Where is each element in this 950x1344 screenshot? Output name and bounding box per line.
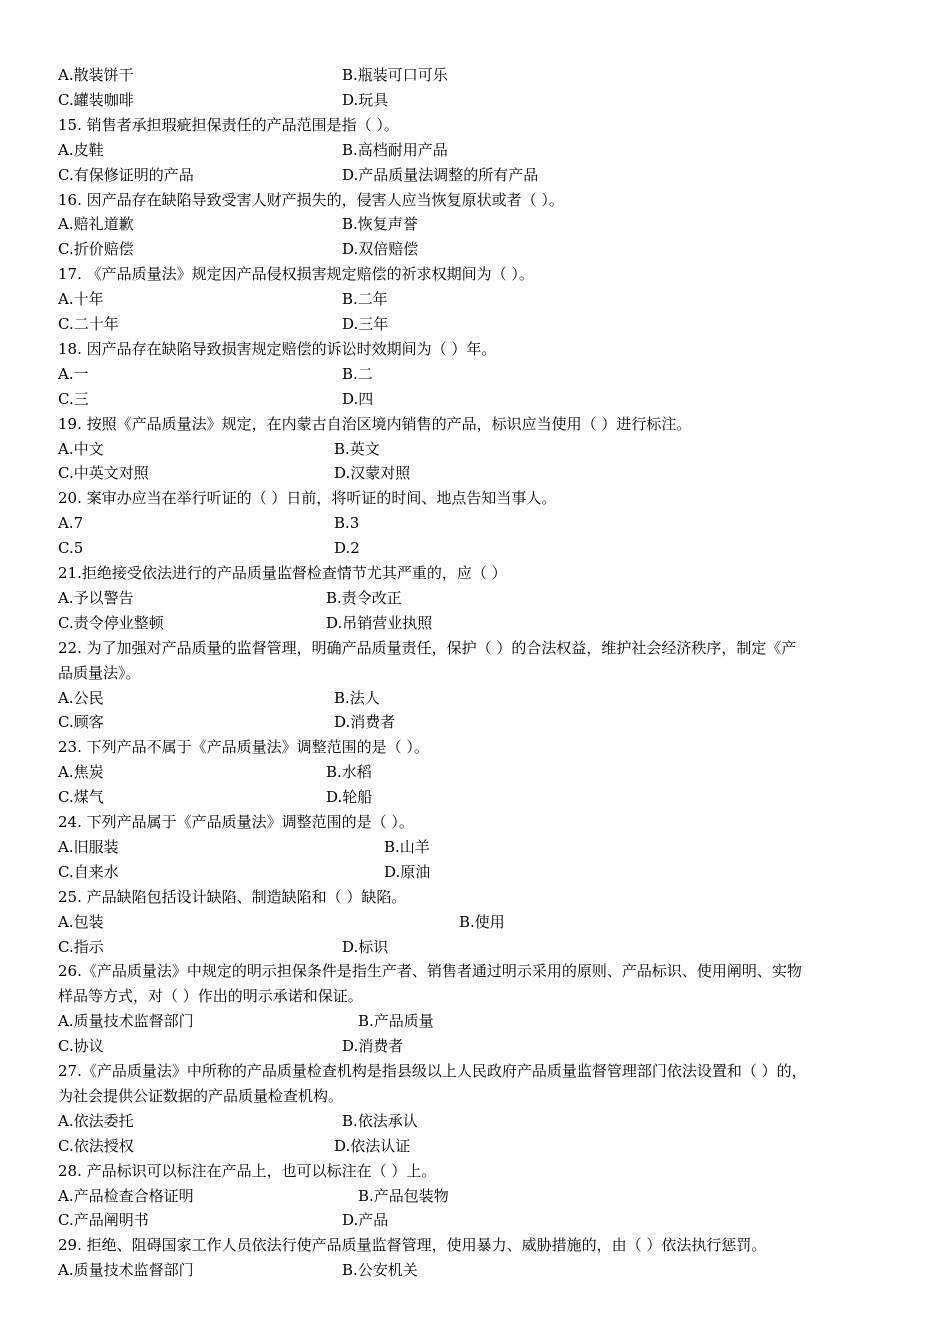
question-text: 样品等方式，对（ ）作出的明示承诺和保证。 (58, 987, 363, 1005)
option-left: A.一 (58, 365, 89, 383)
option-row (58, 760, 938, 785)
question-text: 21.拒绝接受依法进行的产品质量监督检查情节尤其严重的，应（ ） (58, 564, 507, 582)
option-right: D.消费者 (334, 713, 396, 731)
option-right: B.依法承认 (342, 1112, 418, 1130)
option-row (58, 387, 938, 412)
option-row (58, 138, 938, 163)
option-row (58, 1134, 938, 1159)
question-text: 25. 产品缺陷包括设计缺陷、制造缺陷和（ ）缺陷。 (58, 888, 407, 906)
question-text: 18. 因产品存在缺陷导致损害规定赔偿的诉讼时效期间为（ ）年。 (58, 340, 497, 358)
option-row (58, 88, 938, 113)
option-row (58, 835, 938, 860)
option-right: D.原油 (384, 863, 431, 881)
option-right: B.责令改正 (326, 589, 402, 607)
option-row (58, 611, 938, 636)
option-right: B.公安机关 (342, 1261, 418, 1279)
option-left: A.产品检查合格证明 (58, 1187, 194, 1205)
option-left: C.中英文对照 (58, 464, 149, 482)
option-left: A.中文 (58, 440, 104, 458)
option-right: D.消费者 (342, 1037, 404, 1055)
option-left: C.顾客 (58, 713, 104, 731)
question-text: 15. 销售者承担瑕疵担保责任的产品范围是指（ ）。 (58, 116, 399, 134)
option-row (58, 686, 938, 711)
option-left: C.二十年 (58, 315, 119, 333)
option-left: A.予以警告 (58, 589, 134, 607)
question-text: 为社会提供公证数据的产品质量检查机构。 (58, 1087, 344, 1105)
option-left: C.自来水 (58, 863, 119, 881)
option-right: D.双倍赔偿 (342, 240, 419, 258)
option-right: B.山羊 (384, 838, 430, 856)
question-text: 20. 案审办应当在举行听证的（ ）日前，将听证的时间、地点告知当事人。 (58, 489, 557, 507)
option-right: D.轮船 (326, 788, 373, 806)
option-left: A.旧服装 (58, 838, 119, 856)
option-row (58, 163, 938, 188)
question-text: 品质量法》。 (58, 664, 141, 682)
option-right: D.2 (334, 539, 360, 557)
option-right: B.产品包装物 (358, 1187, 449, 1205)
option-right: D.吊销营业执照 (326, 614, 433, 632)
question-text: 24. 下列产品属于《产品质量法》调整范围的是（ ）。 (58, 813, 414, 831)
option-row (58, 935, 938, 960)
option-right: D.依法认证 (334, 1137, 411, 1155)
option-left: C.5 (58, 539, 84, 557)
option-left: A.赔礼道歉 (58, 215, 134, 233)
option-row (58, 1109, 938, 1134)
option-left: A.7 (58, 514, 84, 532)
option-right: B.高档耐用产品 (342, 141, 448, 159)
question-text: 27.《产品质量法》中所称的产品质量检查机构是指县级以上人民政府产品质量监督管理部门依法设置和（ ）的， (58, 1062, 807, 1080)
option-right: B.瓶装可口可乐 (342, 66, 448, 84)
option-row (58, 461, 938, 486)
option-row (58, 536, 938, 561)
option-right: B.水稻 (326, 763, 372, 781)
question-text: 19. 按照《产品质量法》规定，在内蒙古自治区境内销售的产品，标识应当使用（ ）进行标注。 (58, 415, 692, 433)
option-left: C.折价赔偿 (58, 240, 134, 258)
option-right: D.三年 (342, 315, 389, 333)
option-right: D.标识 (342, 938, 389, 956)
option-left: A.十年 (58, 290, 104, 308)
option-row (58, 1184, 938, 1209)
option-right: D.四 (342, 390, 374, 408)
option-right: B.二年 (342, 290, 388, 308)
option-row (58, 1034, 938, 1059)
option-right: B.产品质量 (358, 1012, 434, 1030)
option-left: C.产品阐明书 (58, 1211, 149, 1229)
option-left: C.协议 (58, 1037, 104, 1055)
option-row (58, 437, 938, 462)
option-left: A.焦炭 (58, 763, 104, 781)
question-text: 26.《产品质量法》中规定的明示担保条件是指生产者、销售者通过明示采用的原则、产品标识、使用阐明、实物 (58, 962, 802, 980)
option-left: C.依法授权 (58, 1137, 134, 1155)
option-row (58, 63, 938, 88)
option-left: A.散装饼干 (58, 66, 134, 84)
option-left: C.有保修证明的产品 (58, 166, 194, 184)
option-right: D.汉蒙对照 (334, 464, 411, 482)
option-right: B.使用 (459, 913, 505, 931)
option-right: D.产品 (342, 1211, 389, 1229)
option-left: C.责令停业整顿 (58, 614, 164, 632)
option-left: A.皮鞋 (58, 141, 104, 159)
option-right: B.英文 (334, 440, 380, 458)
option-row (58, 1258, 938, 1283)
option-right: B.二 (342, 365, 373, 383)
question-text: 17. 《产品质量法》规定因产品侵权损害规定赔偿的祈求权期间为（ ）。 (58, 265, 534, 283)
option-left: C.罐装咖啡 (58, 91, 134, 109)
option-right: B.3 (334, 514, 360, 532)
question-text: 23. 下列产品不属于《产品质量法》调整范围的是（ ）。 (58, 738, 429, 756)
option-row (58, 362, 938, 387)
option-left: A.质量技术监督部门 (58, 1012, 194, 1030)
option-right: D.玩具 (342, 91, 389, 109)
option-row (58, 1009, 938, 1034)
option-row (58, 312, 938, 337)
option-row (58, 1208, 938, 1233)
option-row (58, 237, 938, 262)
option-row (58, 212, 938, 237)
option-left: A.质量技术监督部门 (58, 1261, 194, 1279)
option-right: B.恢复声誉 (342, 215, 418, 233)
option-row (58, 586, 938, 611)
option-row (58, 511, 938, 536)
option-left: C.指示 (58, 938, 104, 956)
option-left: A.公民 (58, 689, 104, 707)
option-row (58, 785, 938, 810)
option-row (58, 287, 938, 312)
question-text: 16. 因产品存在缺陷导致受害人财产损失的，侵害人应当恢复原状或者（ ）。 (58, 191, 564, 209)
option-left: A.依法委托 (58, 1112, 134, 1130)
option-left: C.煤气 (58, 788, 104, 806)
question-text: 22. 为了加强对产品质量的监督管理，明确产品质量责任，保护（ ）的合法权益，维护社会经济秩序，制定《产 (58, 639, 797, 657)
option-row (58, 860, 938, 885)
option-row (58, 910, 938, 935)
question-text: 28. 产品标识可以标注在产品上，也可以标注在（ ）上。 (58, 1162, 437, 1180)
question-text: 29. 拒绝、阻碍国家工作人员依法行使产品质量监督管理，使用暴力、威胁措施的，由（ ）依法执行惩罚。 (58, 1236, 767, 1254)
option-right: B.法人 (334, 689, 380, 707)
option-left: C.三 (58, 390, 89, 408)
option-row (58, 710, 938, 735)
option-right: D.产品质量法调整的所有产品 (342, 166, 539, 184)
option-left: A.包装 (58, 913, 104, 931)
